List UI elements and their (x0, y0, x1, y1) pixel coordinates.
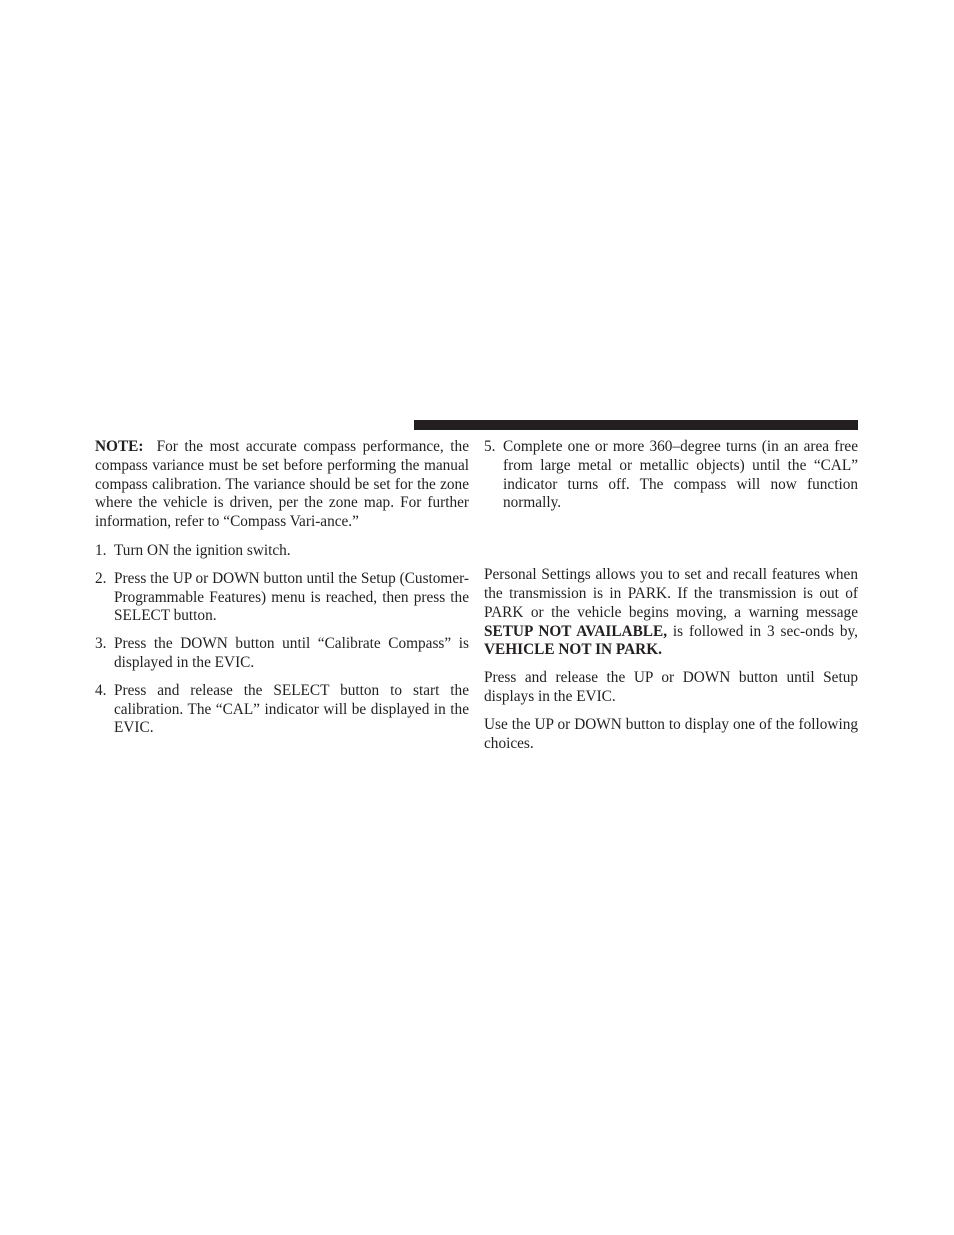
list-item (95, 682, 469, 738)
note-text: For the most accurate compass performance, the compass variance must be set before performing the manual compass calibration. The variance should be set for the zone where the vehicle is driven, per the zone map. For further information, refer to “Compass Vari-ance.” (95, 438, 469, 531)
step-number: 1. (95, 541, 107, 559)
list-item (95, 570, 469, 626)
body-paragraph: Use the UP or DOWN button to display one of the following choices. (484, 715, 858, 752)
vehicle-not-in-park-text: VEHICLE NOT IN PARK. (484, 641, 662, 659)
step-text: Press the DOWN button until “Calibrate Compass” is displayed in the EVIC. (114, 635, 469, 671)
list-item (95, 635, 469, 673)
personal-settings-paragraph: Personal Settings allows you to set and recall features when the transmission is in PARK. If the transmission is out of PARK or the vehicle begins moving, a warning message SETUP NOT AVAILABLE, is followed in 3 sec-onds by, VEHICLE NOT IN PARK. (484, 566, 859, 659)
step-text: Turn ON the ignition switch. (114, 541, 291, 559)
step-number: 4. (95, 681, 107, 699)
step-number: 2. (95, 569, 107, 587)
header-rule (414, 420, 858, 430)
body-paragraph: Press and release the UP or DOWN button until Setup displays in the EVIC. (484, 669, 858, 705)
right-column (484, 438, 858, 762)
list-item (484, 438, 858, 513)
step-text: Complete one or more 360–degree turns (in an area free from large metal or metallic objects) until the “CAL” indicator turns off. The compass will now function normally. (503, 438, 858, 512)
list-item (95, 542, 469, 561)
setup-not-available-text: SETUP NOT AVAILABLE, (484, 622, 668, 640)
section-gap (484, 522, 858, 566)
step-number: 5. (484, 438, 496, 455)
left-column (95, 438, 469, 747)
calibration-steps-continued (484, 438, 858, 513)
note-paragraph (95, 438, 469, 532)
step-text: Press the UP or DOWN button until the Setup (Customer-Programmable Features) menu is reached, then press the SELECT button. (114, 569, 469, 625)
step-number: 3. (95, 635, 107, 653)
calibration-steps (95, 542, 469, 738)
step-text: Press and release the SELECT button to start the calibration. The “CAL” indicator will be displayed in the EVIC. (114, 681, 469, 737)
note-label: NOTE: (95, 438, 144, 455)
